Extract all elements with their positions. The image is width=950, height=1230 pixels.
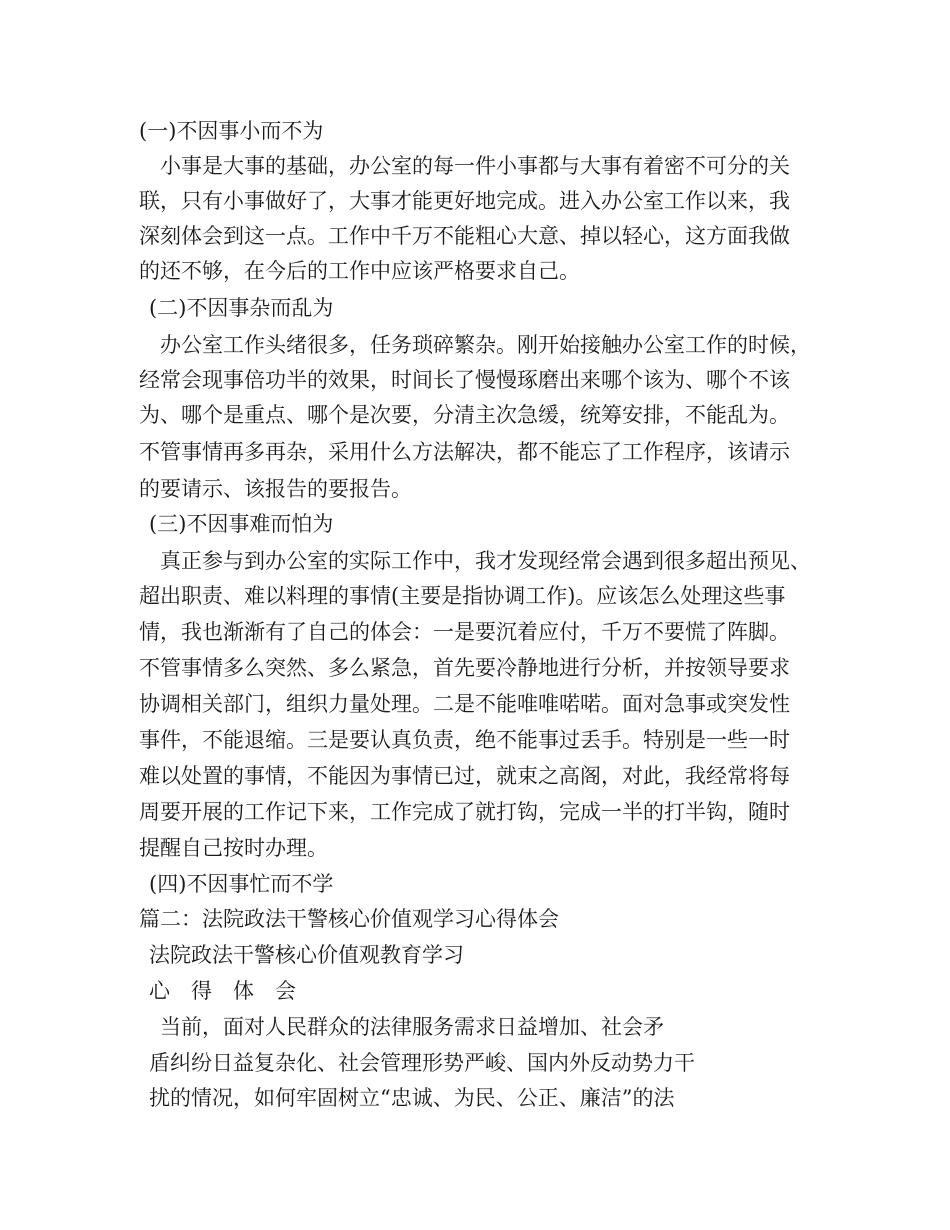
paragraph-line: 难以处置的事情，不能因为事情已过，就束之高阁，对此，我经常将每 bbox=[139, 764, 790, 788]
paragraph-line: 超出职责、难以料理的事情(主要是指协调工作)。应该怎么处理这些事 bbox=[139, 584, 786, 608]
paragraph-line: 为、哪个是重点、哪个是次要，分清主次急缓，统筹安排，不能乱为。 bbox=[139, 403, 790, 427]
paragraph-line: 不管事情再多再杂，采用什么方法解决，都不能忘了工作程序，该请示 bbox=[139, 440, 790, 464]
paragraph-line: 不管事情多么突然、多么紧急，首先要冷静地进行分析，并按领导要求 bbox=[139, 656, 790, 680]
paragraph-line: 事件，不能退缩。三是要认真负责，绝不能事过丢手。特别是一些一时 bbox=[139, 728, 790, 752]
paragraph-line: 周要开展的工作记下来，工作完成了就打钩，完成一半的打半钩，随时 bbox=[139, 800, 790, 824]
section-heading-3: (三)不因事难而怕为 bbox=[149, 512, 334, 536]
article-subtitle-spaced: 心 得 体 会 bbox=[149, 979, 296, 1003]
paragraph-line: 情，我也渐渐有了自己的体会：一是要沉着应付，千万不要慌了阵脚。 bbox=[139, 620, 790, 644]
article-title: 篇二：法院政法干警核心价值观学习心得体会 bbox=[139, 907, 559, 931]
paragraph-line: 真正参与到办公室的实际工作中，我才发现经常会遇到很多超出预见、 bbox=[160, 549, 811, 573]
paragraph-line: 联，只有小事做好了，大事才能更好地完成。进入办公室工作以来，我 bbox=[139, 189, 790, 213]
paragraph-line: 提醒自己按时办理。 bbox=[139, 836, 328, 860]
paragraph-line: 办公室工作头绪很多，任务琐碎繁杂。刚开始接触办公室工作的时候， bbox=[160, 333, 811, 357]
paragraph-line: 盾纠纷日益复杂化、社会管理形势严峻、国内外反动势力干 bbox=[149, 1051, 695, 1075]
paragraph-line: 小事是大事的基础，办公室的每一件小事都与大事有着密不可分的关 bbox=[160, 154, 790, 178]
paragraph-line: 协调相关部门，组织力量处理。二是不能唯唯喏喏。面对急事或突发性 bbox=[139, 692, 790, 716]
section-heading-2: (二)不因事杂而乱为 bbox=[149, 296, 334, 320]
section-heading-1: (一)不因事小而不为 bbox=[139, 119, 324, 143]
paragraph-line: 当前，面对人民群众的法律服务需求日益增加、社会矛 bbox=[160, 1015, 664, 1039]
paragraph-line: 深刻体会到这一点。工作中千万不能粗心大意、掉以轻心，这方面我做 bbox=[139, 224, 790, 248]
article-subtitle: 法院政法干警核心价值观教育学习 bbox=[149, 943, 464, 967]
paragraph-line: 扰的情况，如何牢固树立“忠诚、为民、公正、廉洁”的法 bbox=[149, 1086, 675, 1110]
section-heading-4: (四)不因事忙而不学 bbox=[149, 872, 334, 896]
paragraph-line: 经常会现事倍功半的效果，时间长了慢慢琢磨出来哪个该为、哪个不该 bbox=[139, 368, 790, 392]
paragraph-line: 的要请示、该报告的要报告。 bbox=[139, 477, 412, 501]
paragraph-line: 的还不够，在今后的工作中应该严格要求自己。 bbox=[139, 259, 580, 283]
